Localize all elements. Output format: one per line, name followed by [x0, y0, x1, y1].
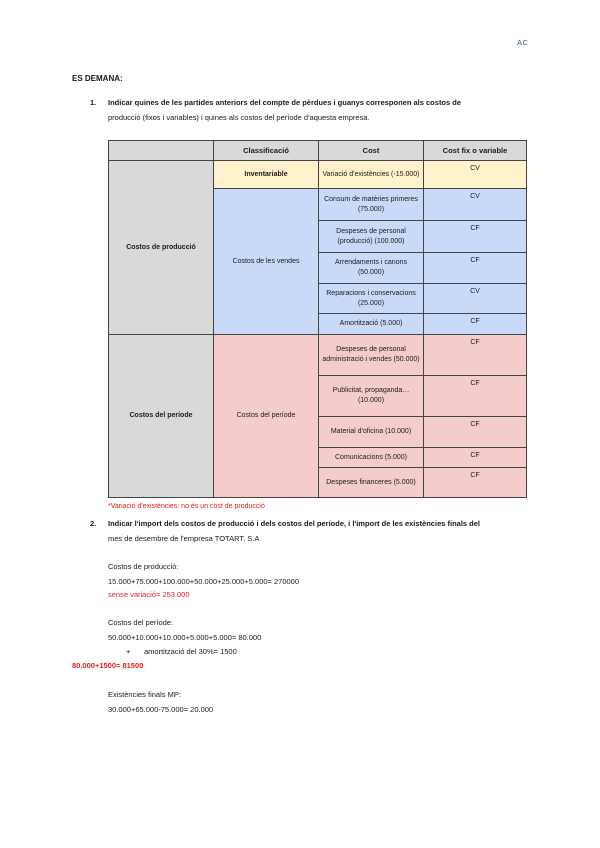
cost-cell: Publicitat, propaganda… (10.000)	[319, 376, 424, 417]
cost-cell: Reparacions i conservacions (25.000)	[319, 284, 424, 314]
cost-classification-table	[108, 140, 527, 498]
cost-cell: Arrendaments i canons (50.000)	[319, 253, 424, 284]
header-fixed-variable: Cost fix o variable	[424, 141, 527, 161]
question-1-text	[108, 95, 528, 125]
question-1-number: 1.	[90, 98, 97, 107]
header-cost: Cost	[319, 141, 424, 161]
cost-cell: Comunicacions (5.000)	[319, 448, 424, 468]
subgroup-sales-costs: Costos de les vendes	[214, 189, 319, 335]
table-row	[109, 161, 527, 189]
group-production-costs: Costos de producció	[109, 161, 214, 335]
type-cell: CF	[424, 221, 527, 253]
question-2-line-1: Indicar l'import dels costos de producció i dels costos del període, i l'import de les existències finals del	[108, 519, 481, 528]
type-cell: CF	[424, 417, 527, 448]
period-costs-total: 80.000+1500= 81500	[72, 661, 144, 670]
production-costs-title: Costos de producció:	[108, 562, 179, 571]
cost-cell: Amortització (5.000)	[319, 314, 424, 335]
cost-cell: Variació d'existències (-15.000)	[319, 161, 424, 189]
table-footnote: *Variació d'existències: no és un cost de producció	[108, 503, 265, 510]
cost-cell: Despeses financeres (5.000)	[319, 468, 424, 498]
subgroup-inventariable: Inventariable	[214, 161, 319, 189]
final-stock-formula: 30.000+65.000-75.000= 20.000	[108, 705, 214, 714]
period-costs-formula: 50.000+10.000+10.000+5.000+5.000= 80.000	[108, 633, 262, 642]
cost-cell: Material d'oficina (10.000)	[319, 417, 424, 448]
group-period-costs: Costos del període	[109, 335, 214, 498]
cost-cell: Despeses de personal (producció) (100.000)	[319, 221, 424, 253]
period-costs-plus: +	[126, 647, 131, 656]
table-row	[109, 335, 527, 376]
question-2-text	[108, 516, 533, 546]
production-costs-adjusted: sense variació= 253.000	[108, 590, 190, 599]
final-stock-title: Existències finals MP:	[108, 690, 181, 699]
cost-cell: Despeses de personal administració i vendes (50.000)	[319, 335, 424, 376]
header-classification: Classificació	[214, 141, 319, 161]
period-costs-amortization: amortització del 30%= 1500	[144, 647, 237, 656]
type-cell: CV	[424, 284, 527, 314]
period-costs-title: Costos del període:	[108, 618, 174, 627]
question-1-line-1: Indicar quines de les partides anteriors del compte de pèrdues i guanys corresponen als costos de	[108, 98, 462, 107]
type-cell: CF	[424, 376, 527, 417]
table-header-row	[109, 141, 527, 161]
type-cell: CV	[424, 161, 527, 189]
type-cell: CV	[424, 189, 527, 221]
question-2-number: 2.	[90, 519, 97, 528]
subgroup-period-costs: Costos del període	[214, 335, 319, 498]
type-cell: CF	[424, 335, 527, 376]
question-2-line-2: mes de desembre de l'empresa TOTART, S.A	[108, 534, 260, 543]
header-empty	[109, 141, 214, 161]
type-cell: CF	[424, 253, 527, 284]
production-costs-formula: 15.000+75.000+100.000+50.000+25.000+5.000= 270000	[108, 577, 300, 586]
type-cell: CF	[424, 448, 527, 468]
cost-cell: Consum de matèries primeres (75.000)	[319, 189, 424, 221]
type-cell: CF	[424, 314, 527, 335]
question-1-line-2: producció (fixos i variables) i quines als costos del període d'aquesta empresa.	[108, 113, 370, 122]
type-cell: CF	[424, 468, 527, 498]
author-initials: AC	[517, 38, 529, 47]
section-title: ES DEMANA:	[72, 74, 123, 83]
